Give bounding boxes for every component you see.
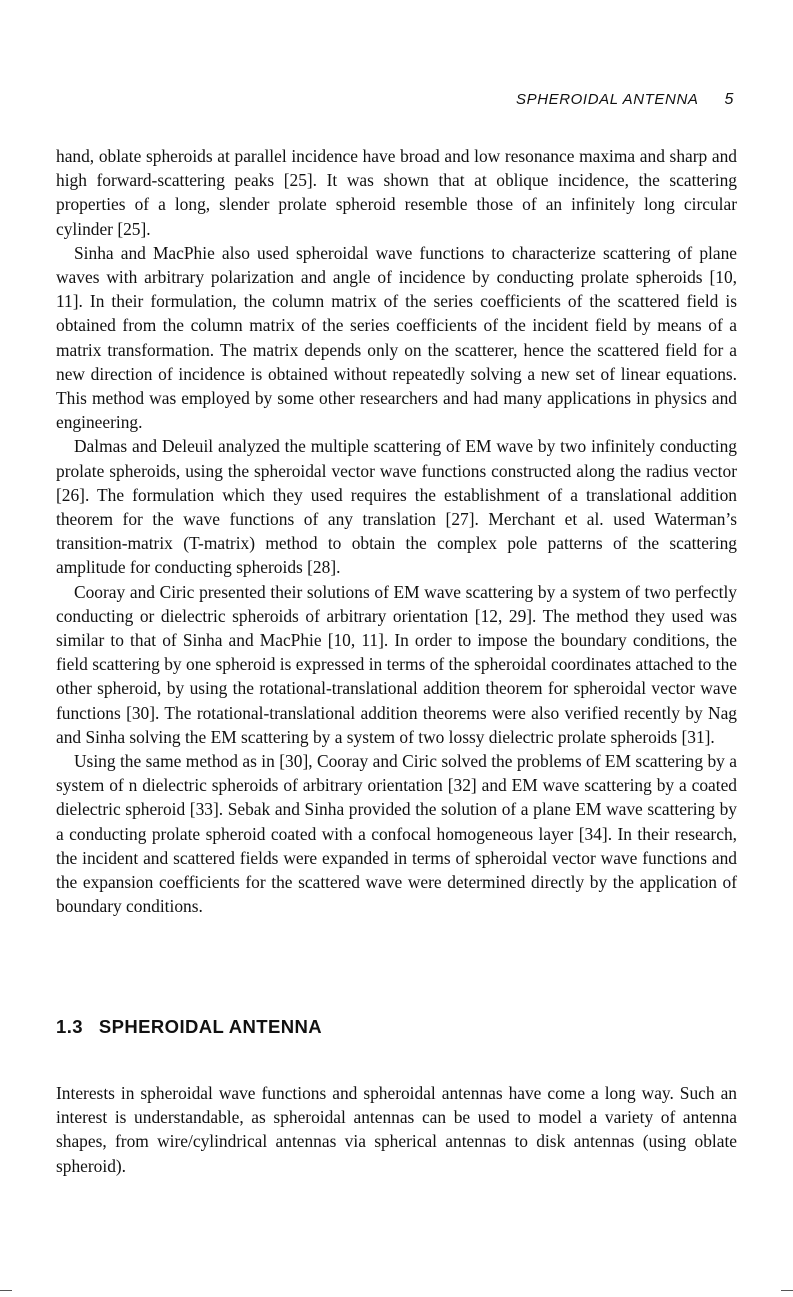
section-text <box>56 1081 737 1178</box>
section-heading <box>56 1016 322 1038</box>
paragraph-5: Using the same method as in [30], Cooray and Ciric solved the problems of EM scattering by a system of n dielectric spheroids of arbitrary orientation [32] and EM wave scattering by a coated dielectric spheroid [33]. Sebak and Sinha provided the solution of a plane EM wave scattering by a conducting prolate spheroid coated with a confocal homogeneous layer [34]. In their research, the incident and scattered fields were expanded in terms of spheroidal vector wave functions and the expansion coefficients for the scattered wave were determined directly by the application of boundary conditions. <box>56 751 737 917</box>
running-header <box>516 91 734 109</box>
running-title: SPHEROIDAL ANTENNA <box>515 91 699 108</box>
section-title: SPHEROIDAL ANTENNA <box>98 1016 322 1037</box>
page-number: 5 <box>724 91 734 108</box>
paragraph-1: hand, oblate spheroids at parallel incidence have broad and low resonance maxima and sharp and high forward-scattering peaks [25]. It was shown that at oblique incidence, the scattering properties of a long, slender prolate spheroid resemble those of an infinitely long circular cylinder [25]. <box>56 146 737 239</box>
crop-mark-right <box>781 1290 793 1291</box>
section-number: 1.3 <box>56 1016 83 1037</box>
crop-mark-left <box>0 1290 12 1291</box>
paragraph-4: Cooray and Ciric presented their solutions of EM wave scattering by a system of two perfectly conducting or dielectric spheroids of arbitrary orientation [12, 29]. The method they used was similar to that of Sinha and MacPhie [10, 11]. In order to impose the boundary conditions, the field scattering by one spheroid is expressed in terms of the spheroidal coordinates attached to the other spheroid, by using the rotational-translational addition theorem for spheroidal vector wave functions [30]. The rotational-translational addition theorems were also verified recently by Nag and Sinha solving the EM scattering by a system of two lossy dielectric prolate spheroids [31]. <box>56 581 737 747</box>
paragraph-2: Sinha and MacPhie also used spheroidal wave functions to characterize scattering of plane waves with arbitrary polarization and angle of incidence by conducting prolate spheroids [10, 11]. In their formulation, the column matrix of the series coefficients of the scattered field is obtained from the column matrix of the series coefficients of the incident field by means of a matrix transformation. The matrix depends only on the scatterer, hence the scattered field for a new direction of incidence is obtained without repeatedly solving a new set of linear equations. This method was employed by some other researchers and had many applications in physics and engineering. <box>56 242 737 433</box>
paragraph-3: Dalmas and Deleuil analyzed the multiple scattering of EM wave by two infinitely conducting prolate spheroids, using the spheroidal vector wave functions constructed along the radius vector [26]. The formulation which they used requires the establishment of a translational addition theorem for the wave functions of any translation [27]. Merchant et al. used Waterman’s transition-matrix (T-matrix) method to obtain the complex pole patterns of the scattering amplitude for conducting spheroids [28]. <box>56 436 737 578</box>
section-paragraph: Interests in spheroidal wave functions and spheroidal antennas have come a long way. Such an interest is understandable, as spheroidal antennas can be used to model a variety of antenna shapes, from wire/cylindrical antennas via spherical antennas to disk antennas (using oblate spheroid). <box>56 1083 737 1176</box>
body-text <box>56 144 737 919</box>
